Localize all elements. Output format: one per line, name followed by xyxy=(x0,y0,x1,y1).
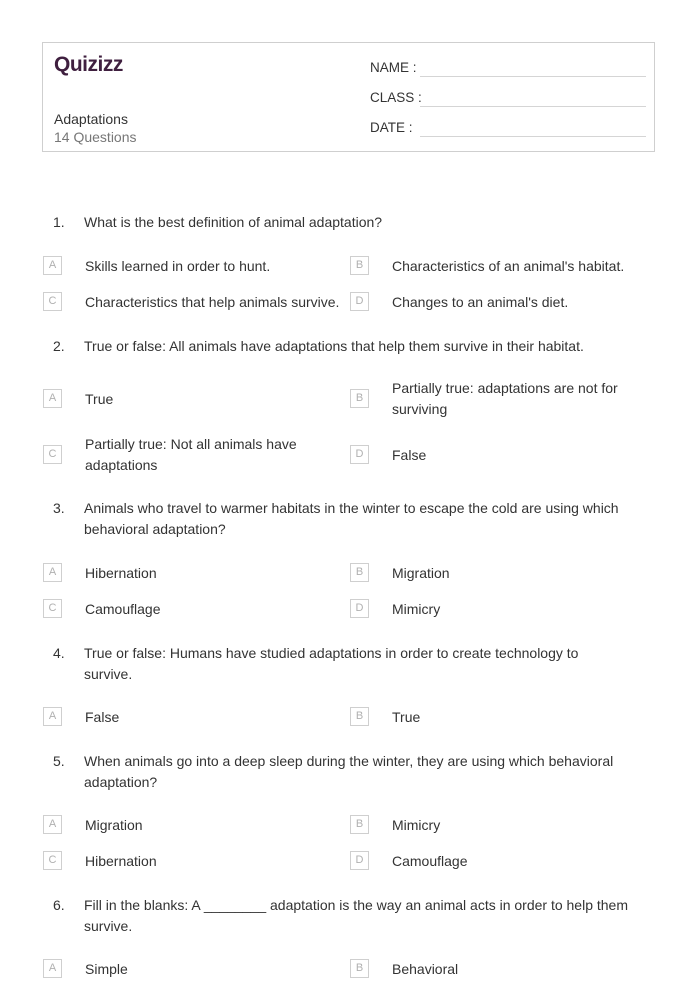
option-letter: A xyxy=(43,815,62,834)
option-text: Skills learned in order to hunt. xyxy=(85,258,271,274)
question-count: 14 Questions xyxy=(54,129,137,145)
question-number: 2. xyxy=(53,338,65,354)
option-letter: C xyxy=(43,445,62,464)
question-text: Fill in the blanks: A ________ adaptation is the way an animal acts in order to help them survive. xyxy=(84,897,629,934)
question-number: 1. xyxy=(53,214,65,230)
option-text: Migration xyxy=(85,817,143,833)
question-number: 4. xyxy=(53,645,65,661)
class-line xyxy=(420,106,646,107)
option-text: Camouflage xyxy=(392,853,468,869)
option-text: False xyxy=(392,447,427,463)
option-text: Partially true: adaptations are not for surviving xyxy=(392,380,618,417)
option-text: Migration xyxy=(392,565,450,581)
option-letter: D xyxy=(350,292,369,311)
option-letter: D xyxy=(350,599,369,618)
option-letter: C xyxy=(43,599,62,618)
option-letter: B xyxy=(350,707,369,726)
option-text: Hibernation xyxy=(85,853,157,869)
option-letter: A xyxy=(43,959,62,978)
question-number: 6. xyxy=(53,897,65,913)
name-label: NAME : xyxy=(370,60,417,75)
option-letter: B xyxy=(350,815,369,834)
option-text: True xyxy=(392,709,421,725)
option-text: Characteristics of an animal's habitat. xyxy=(392,258,625,274)
option-text: Simple xyxy=(85,961,128,977)
question-text: When animals go into a deep sleep during the winter, they are using which behavioral adaptation? xyxy=(84,753,614,790)
option-letter: B xyxy=(350,256,369,275)
option-letter: B xyxy=(350,389,369,408)
option-letter: A xyxy=(43,707,62,726)
worksheet-header xyxy=(42,42,655,152)
option-text: Behavioral xyxy=(392,961,459,977)
option-text: Mimicry xyxy=(392,817,441,833)
class-label: CLASS : xyxy=(370,90,422,105)
option-letter: D xyxy=(350,445,369,464)
option-letter: A xyxy=(43,256,62,275)
question-number: 3. xyxy=(53,500,65,516)
quizizz-logo: Quizizz xyxy=(54,53,123,76)
question-text: Animals who travel to warmer habitats in the winter to escape the cold are using which behavioral adaptation? xyxy=(84,500,619,537)
date-line xyxy=(420,136,646,137)
option-text: Changes to an animal's diet. xyxy=(392,294,569,310)
question-text: What is the best definition of animal adaptation? xyxy=(84,214,383,230)
option-letter: C xyxy=(43,851,62,870)
option-text: Hibernation xyxy=(85,565,157,581)
name-line xyxy=(420,76,646,77)
option-text: Partially true: Not all animals have adaptations xyxy=(85,436,297,473)
question-text: True or false: Humans have studied adaptations in order to create technology to survive. xyxy=(84,645,579,682)
option-text: Mimicry xyxy=(392,601,441,617)
question-number: 5. xyxy=(53,753,65,769)
question-text: True or false: All animals have adaptations that help them survive in their habitat. xyxy=(84,338,584,354)
option-text: False xyxy=(85,709,120,725)
worksheet-title: Adaptations xyxy=(54,111,128,127)
date-label: DATE : xyxy=(370,120,413,135)
option-letter: A xyxy=(43,563,62,582)
option-letter: C xyxy=(43,292,62,311)
option-letter: A xyxy=(43,389,62,408)
option-text: Characteristics that help animals survive. xyxy=(85,294,340,310)
option-text: Camouflage xyxy=(85,601,161,617)
option-letter: D xyxy=(350,851,369,870)
option-letter: B xyxy=(350,959,369,978)
option-text: True xyxy=(85,391,114,407)
option-letter: B xyxy=(350,563,369,582)
